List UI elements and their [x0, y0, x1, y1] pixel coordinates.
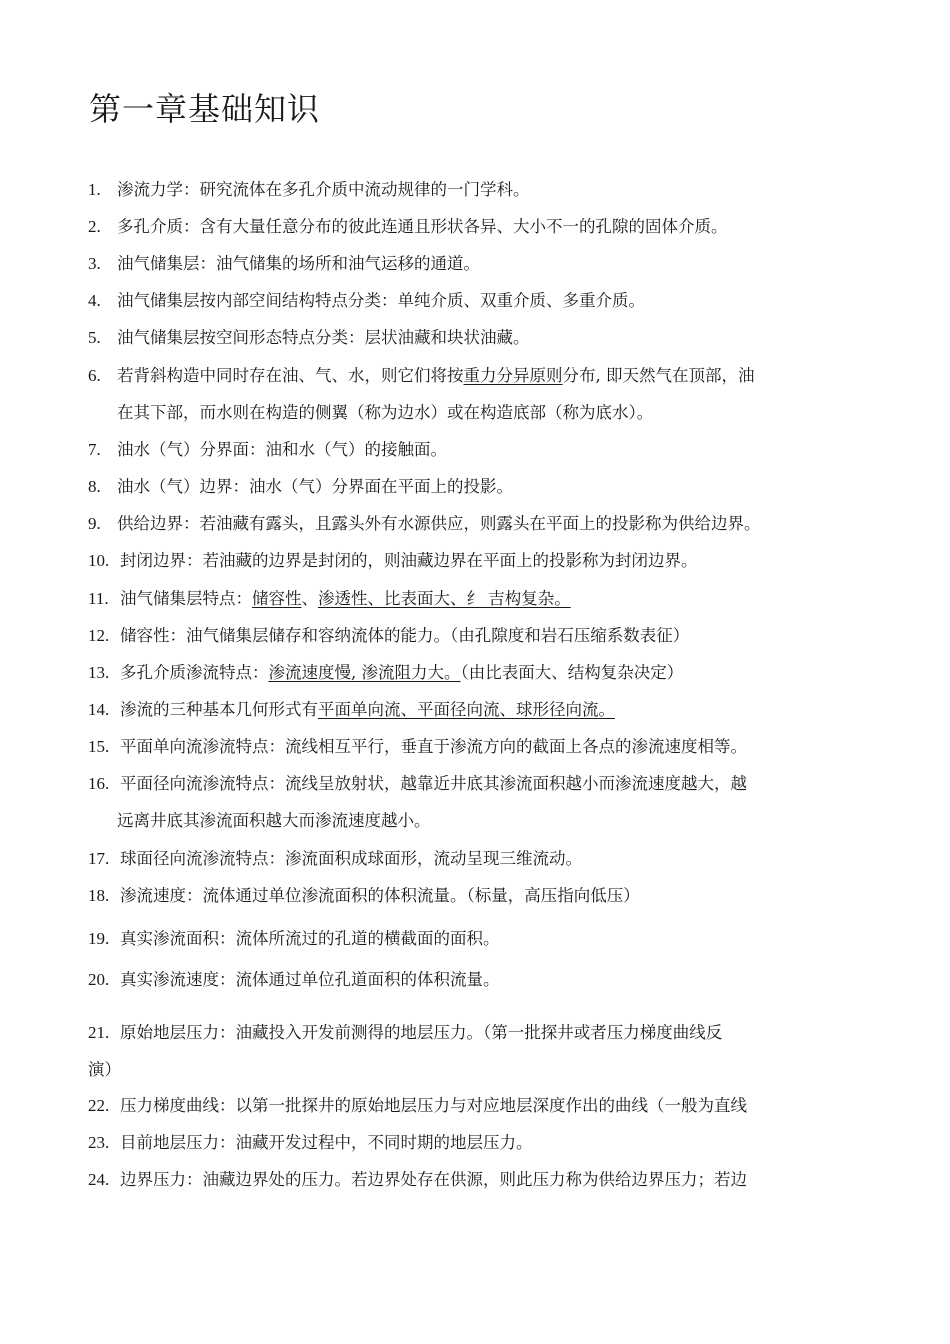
- list-item: [88, 961, 868, 998]
- item-number: 22.: [88, 1096, 110, 1115]
- underlined-term: 平面单向流、平面径向流、球形径向流。: [318, 700, 615, 719]
- item-text: 供给边界：若油藏有露头，且露头外有水源供应，则露头在平面上的投影称为供给边界。: [117, 514, 761, 533]
- list-item: [88, 1161, 868, 1198]
- item-text: 多孔介质渗流特点：: [120, 663, 269, 682]
- item-text: 封闭边界：若油藏的边界是封闭的，则油藏边界在平面上的投影称为封闭边界。: [120, 551, 698, 570]
- list-item: [88, 431, 868, 468]
- list-item: [88, 505, 868, 542]
- item-number: 8.: [88, 477, 101, 496]
- item-number: 17.: [88, 849, 110, 868]
- item-number: 1.: [88, 180, 101, 199]
- underlined-term: 渗透性、比表面大、纟 吉构复杂。: [318, 589, 571, 608]
- item-text: 油水（气）边界：油水（气）分界面在平面上的投影。: [117, 477, 513, 496]
- item-number: 14.: [88, 700, 110, 719]
- item-number: 24.: [88, 1170, 110, 1189]
- list-item: [88, 580, 868, 617]
- list-item: [88, 920, 868, 957]
- list-item: [88, 319, 868, 356]
- item-number: 4.: [88, 291, 101, 310]
- item-text: 、: [301, 589, 318, 608]
- item-text: 油气储集层特点：: [120, 589, 252, 608]
- list-item: [88, 357, 868, 431]
- item-text: 分布, 即天然气在顶部，油: [562, 366, 755, 385]
- item-number: 2.: [88, 217, 101, 236]
- page-title: 第一章基础知识: [89, 90, 321, 128]
- item-number: 11.: [88, 589, 109, 608]
- list-item: [88, 171, 868, 208]
- item-number: 16.: [88, 774, 110, 793]
- item-text: 多孔介质：含有大量任意分布的彼此连通且形状各异、大小不一的孔隙的固体介质。: [117, 217, 728, 236]
- item-number: 15.: [88, 737, 110, 756]
- item-number: 3.: [88, 254, 101, 273]
- item-text: 若背斜构造中同时存在油、气、水，则它们将按: [117, 366, 464, 385]
- item-number: 7.: [88, 440, 101, 459]
- list-item: [88, 840, 868, 877]
- underlined-term: 储容性: [252, 589, 302, 608]
- item-number: 13.: [88, 663, 110, 682]
- item-text: 平面径向流渗流特点：流线呈放射状，越靠近井底其渗流面积越小而渗流速度越大，越: [120, 774, 747, 793]
- item-number: 19.: [88, 929, 110, 948]
- item-text: 压力梯度曲线：以第一批探井的原始地层压力与对应地层深度作出的曲线（一般为直线: [120, 1096, 747, 1115]
- item-number: 10.: [88, 551, 110, 570]
- item-number: 20.: [88, 970, 110, 989]
- item-number: 21.: [88, 1023, 110, 1042]
- item-number: 18.: [88, 886, 110, 905]
- item-text: 平面单向流渗流特点：流线相互平行，垂直于渗流方向的截面上各点的渗流速度相等。: [120, 737, 747, 756]
- item-text: 目前地层压力：油藏开发过程中，不同时期的地层压力。: [120, 1133, 533, 1152]
- list-item: [88, 877, 868, 914]
- item-text: 真实渗流速度：流体通过单位孔道面积的体积流量。: [120, 970, 500, 989]
- item-continuation: 在其下部，而水则在构造的侧翼（称为边水）或在构造底部（称为底水）。: [117, 403, 654, 422]
- item-number: 5.: [88, 328, 101, 347]
- item-text: 渗流速度：流体通过单位渗流面积的体积流量。（标量，高压指向低压）: [120, 886, 640, 905]
- underlined-term: 重力分异原则: [463, 366, 563, 385]
- list-item: [88, 468, 868, 505]
- item-text: （由比表面大、结构复杂决定）: [460, 663, 684, 682]
- list-item: [88, 654, 868, 691]
- list-item: [88, 208, 868, 245]
- list-item: [88, 282, 868, 319]
- list-item: [88, 542, 868, 579]
- item-number: 9.: [88, 514, 101, 533]
- item-text: 储容性：油气储集层储存和容纳流体的能力。（由孔隙度和岩石压缩系数表征）: [120, 626, 690, 645]
- underlined-term: 渗流速度慢, 渗流阻力大。: [268, 663, 461, 682]
- list-item: [88, 728, 868, 765]
- item-text: 原始地层压力：油藏投入开发前测得的地层压力。（第一批探井或者压力梯度曲线反: [120, 1023, 723, 1042]
- item-number: 6.: [88, 366, 101, 385]
- item-text: 油气储集层按空间形态特点分类：层状油藏和块状油藏。: [117, 328, 530, 347]
- list-item: [88, 245, 868, 282]
- item-text: 边界压力：油藏边界处的压力。若边界处存在供源，则此压力称为供给边界压力；若边: [120, 1170, 747, 1189]
- item-continuation: 远离井底其渗流面积越大而渗流速度越小。: [117, 811, 431, 830]
- item-text: 油气储集层：油气储集的场所和油气运移的通道。: [117, 254, 480, 273]
- item-number: 23.: [88, 1133, 110, 1152]
- list-item: [88, 617, 868, 654]
- list-item: [88, 691, 868, 728]
- item-text: 油水（气）分界面：油和水（气）的接触面。: [117, 440, 447, 459]
- list-item: [88, 765, 868, 839]
- item-number: 12.: [88, 626, 110, 645]
- item-text: 渗流的三种基本几何形式有: [120, 700, 318, 719]
- list-item: [88, 1014, 868, 1088]
- list-item: [88, 1124, 868, 1161]
- item-text: 球面径向流渗流特点：渗流面积成球面形，流动呈现三维流动。: [120, 849, 582, 868]
- list-item: [88, 1087, 868, 1124]
- item-continuation: 演）: [88, 1060, 121, 1079]
- item-text: 渗流力学：研究流体在多孔介质中流动规律的一门学科。: [117, 180, 530, 199]
- item-text: 真实渗流面积：流体所流过的孔道的横截面的面积。: [120, 929, 500, 948]
- item-text: 油气储集层按内部空间结构特点分类：单纯介质、双重介质、多重介质。: [117, 291, 645, 310]
